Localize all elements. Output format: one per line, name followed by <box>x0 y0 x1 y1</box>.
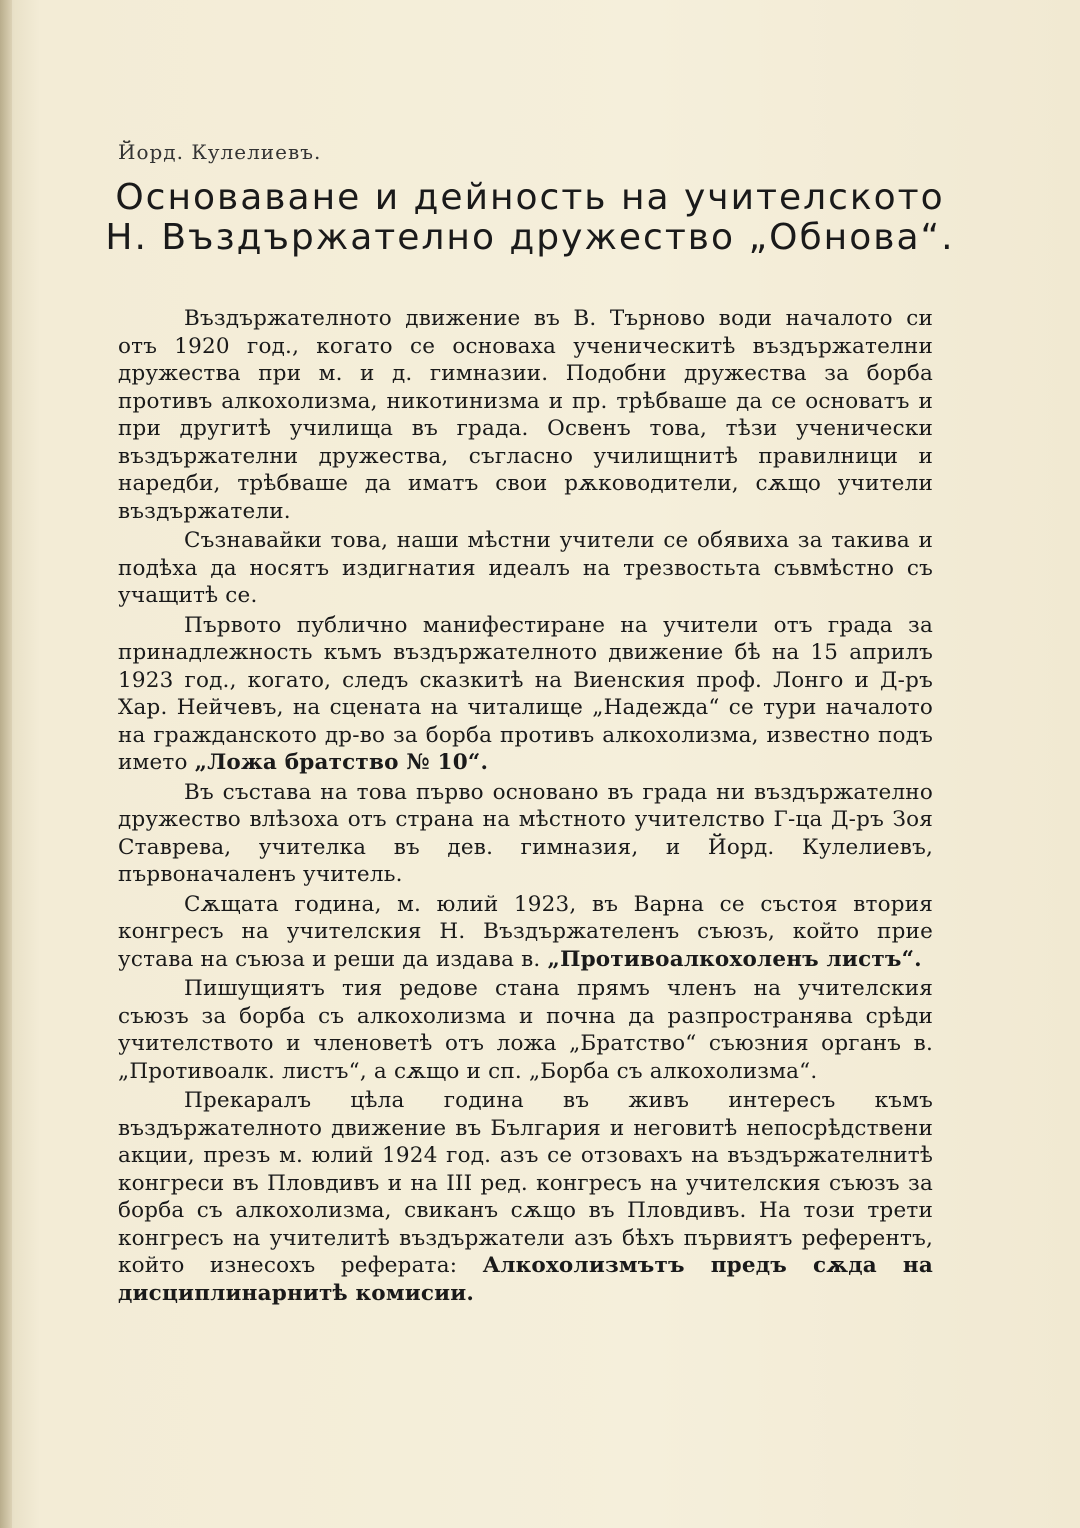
paragraph: Въ състава на това първо основано въ града ни въздържателно дружество влѣзоха отъ страна на мѣстното учителство Г-ца Д-ръ Зоя Ставрева, учителка въ дев. гимназия, и Йорд. Кулелиевъ, първоначаленъ учитель. <box>118 779 933 887</box>
paragraph: Пишущиятъ тия редове стана прямъ членъ на учителския съюзъ за борба съ алкохолизма и почна да разпространява срѣди учителството и членоветѣ отъ ложа „Братство“ съюзния органъ в. „Противоалк. листъ“, а сѫщо и сп. „Борба съ алкохолизма“. <box>118 976 933 1084</box>
author-name: Йорд. Кулелиевъ. <box>118 140 322 164</box>
bold-phrase: „Противоалкохоленъ листъ“. <box>547 946 922 972</box>
bold-phrase: „Ложа братство № 10“. <box>194 750 489 775</box>
paragraph: Сѫщата година, м. юлий 1923, въ Варна се състоя втория конгресъ на учителския Н. Въздържателенъ съюзъ, който прие устава на съюза и реши да издава в. „Противоалкохоленъ листъ“. <box>118 891 933 972</box>
page-binding-edge <box>0 0 12 1528</box>
article-body <box>118 305 933 1307</box>
bold-phrase: Алкохолизмътъ предъ сѫда на дисциплинарнитѣ комисии. <box>118 1253 933 1306</box>
article-title: Основаване и дейность на учителското Н. Въздържателно дружество „Обнова“. <box>105 177 955 258</box>
paragraph: Съзнавайки това, наши мѣстни учители се обявиха за такива и подѣха да носятъ издигнатия идеалъ на трезвостьта съвмѣстно съ учащитѣ се. <box>118 528 933 608</box>
paragraph: Първото публично манифестиране на учители отъ града за принадлежность къмъ въздържателното движение бѣ на 15 априлъ 1923 год., когато, следъ сказкитѣ на Виенския проф. Лонго и Д-ръ Хар. Нейчевъ, на сцената на читалище „Надежда“ се тури началото на гражданското др-во за борба противъ алкохолизма, известно подъ името „Ложа братство № 10“. <box>118 612 933 775</box>
paragraph: Въздържателното движение въ В. Търново води началото си отъ 1920 год., когато се основаха ученическитѣ въздържателни дружества при м. и д. гимназии. Подобни дружества за борба противъ алкохолизма, никотинизма и пр. трѣбваше да се основатъ и при другитѣ училища въ града. Освенъ това, тѣзи ученически въздържателни дружества, съгласно училищнитѣ правилници и наредби, трѣбваше да иматъ свои рѫководители, сѫщо учители въздържатели. <box>118 306 933 524</box>
paragraph: Прекаралъ цѣла година въ живъ интересъ къмъ въздържателното движение въ България и неговитѣ непосрѣдствени акции, презъ м. юлий 1924 год. азъ се отзовахъ на въздържателнитѣ конгреси въ Пловдивъ и на III ред. конгресъ на учителския съюзъ за борба съ алкохолизма, свиканъ сѫщо въ Пловдивъ. На този трети конгресъ на учителитѣ въздържатели азъ бѣхъ първиятъ референтъ, който изнесохъ реферата: Алкохолизмътъ предъ сѫда на дисциплинарнитѣ комисии. <box>118 1088 933 1306</box>
